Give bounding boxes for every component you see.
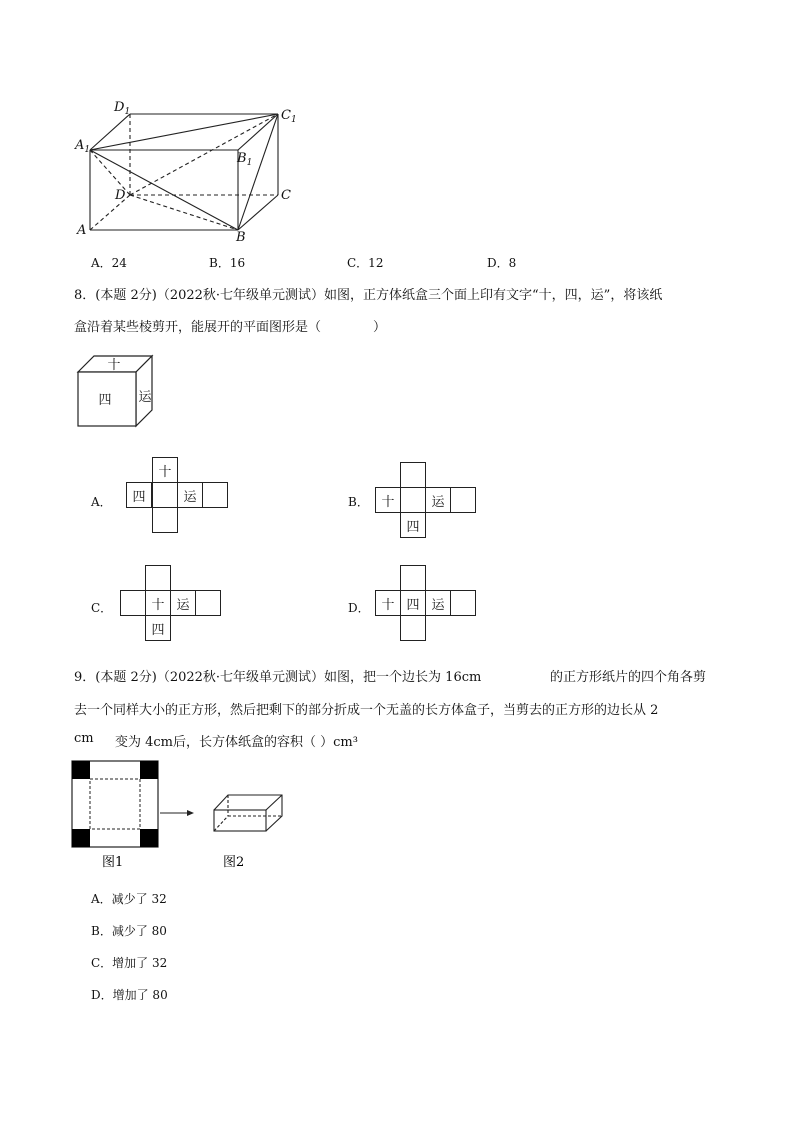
- net-d-center-cell: 四: [400, 590, 426, 616]
- q9-stem-line3-part1: cm: [74, 731, 94, 746]
- cut-corner-bottom-right: [140, 829, 158, 847]
- net-d-top-cell: [400, 565, 426, 591]
- q9-figures: [68, 755, 290, 875]
- net-c-left-cell: [120, 590, 146, 616]
- q8-option-a-label[interactable]: A．: [91, 495, 112, 509]
- vertex-label-B1: $B_1$: [237, 151, 253, 168]
- vertex-label-A: A: [77, 223, 87, 238]
- hidden-line-D-C1: [130, 114, 278, 195]
- net-a-center-cell: [152, 482, 178, 508]
- net-c-top-cell: [145, 565, 171, 591]
- q9-stem-line1-part2: 的正方形纸片的四个角各剪: [550, 670, 707, 685]
- q9-option-a[interactable]: A．减少了 32: [91, 892, 167, 906]
- net-d-right-cell: 运: [425, 590, 451, 616]
- vertex-label-A1: $A_1$: [75, 138, 91, 155]
- net-a-top-cell: 十: [152, 457, 178, 483]
- net-c-center-cell: 十: [145, 590, 171, 616]
- cut-corner-top-right: [140, 761, 158, 779]
- vertex-label-C: C: [281, 188, 291, 203]
- labeled-cube-figure: [74, 352, 158, 430]
- q9-stem-line3-part2: 变为 4cm后，长方体纸盒的容积（ ）cm³: [115, 735, 358, 750]
- net-b-bottom-cell: 四: [400, 512, 426, 538]
- cut-corner-top-left: [72, 761, 90, 779]
- vertex-label-B: B: [236, 230, 246, 245]
- open-box-figure: [214, 795, 282, 831]
- net-d-far-right-cell: [450, 590, 476, 616]
- cuboid-figure: [70, 95, 310, 245]
- cube-top-label: 十: [107, 358, 121, 373]
- q8-stem-line2: 盒沿着某些棱剪开，能展开的平面图形是（ ）: [74, 320, 387, 335]
- fig1-label: 图1: [102, 855, 124, 870]
- q8-option-b-label[interactable]: B．: [348, 495, 369, 509]
- net-c-bottom-cell: 四: [145, 615, 171, 641]
- net-d-left-cell: 十: [375, 590, 401, 616]
- vertex-label-D: D: [115, 188, 126, 203]
- arrow-icon: [160, 810, 194, 816]
- net-c-right-cell: 运: [170, 590, 196, 616]
- q7-option-d[interactable]: D．8: [487, 256, 517, 270]
- cube-side-label: 运: [138, 390, 152, 405]
- vertex-label-D1: $D_1$: [114, 100, 131, 117]
- q7-option-a[interactable]: A．24: [91, 256, 127, 270]
- net-b-center-cell: [400, 487, 426, 513]
- net-b-left-cell: 十: [375, 487, 401, 513]
- net-c-far-right-cell: [195, 590, 221, 616]
- edge-A1-D1: [90, 114, 130, 150]
- net-b-right-cell: 运: [425, 487, 451, 513]
- cube-front-label: 四: [98, 393, 112, 408]
- q9-option-b[interactable]: B．减少了 80: [91, 924, 167, 938]
- q8-option-d-label[interactable]: D．: [348, 601, 370, 615]
- q7-option-b[interactable]: B．16: [209, 256, 246, 270]
- line-A1-C1: [90, 114, 278, 150]
- net-b-top-cell: [400, 462, 426, 488]
- vertex-label-C1: $C_1$: [281, 108, 297, 125]
- net-a-right-cell: 运: [177, 482, 203, 508]
- q9-stem-line2: 去一个同样大小的正方形，然后把剩下的部分折成一个无盖的长方体盒子，当剪去的正方形的边长从 2: [74, 703, 659, 718]
- net-a-far-right-cell: [202, 482, 228, 508]
- q7-option-c[interactable]: C．12: [347, 256, 384, 270]
- net-d-bottom-cell: [400, 615, 426, 641]
- net-a-left-cell: 四: [126, 482, 152, 508]
- fig2-label: 图2: [223, 855, 245, 870]
- q9-option-d[interactable]: D．增加了 80: [91, 988, 168, 1002]
- net-a-bottom-cell: [152, 507, 178, 533]
- cut-corner-bottom-left: [72, 829, 90, 847]
- q8-option-c-label[interactable]: C．: [91, 601, 113, 615]
- q9-option-c[interactable]: C．增加了 32: [91, 956, 168, 970]
- net-b-far-right-cell: [450, 487, 476, 513]
- line-A1-B: [90, 150, 238, 230]
- square-paper-figure: [72, 761, 158, 847]
- q9-stem-line1-part1: 9．(本题 2分)（2022秋·七年级单元测试）如图，把一个边长为 16cm: [74, 670, 482, 685]
- q8-stem-line1: 8．(本题 2分)（2022秋·七年级单元测试）如图，正方体纸盒三个面上印有文字“十，四，运”，将该纸: [74, 288, 663, 303]
